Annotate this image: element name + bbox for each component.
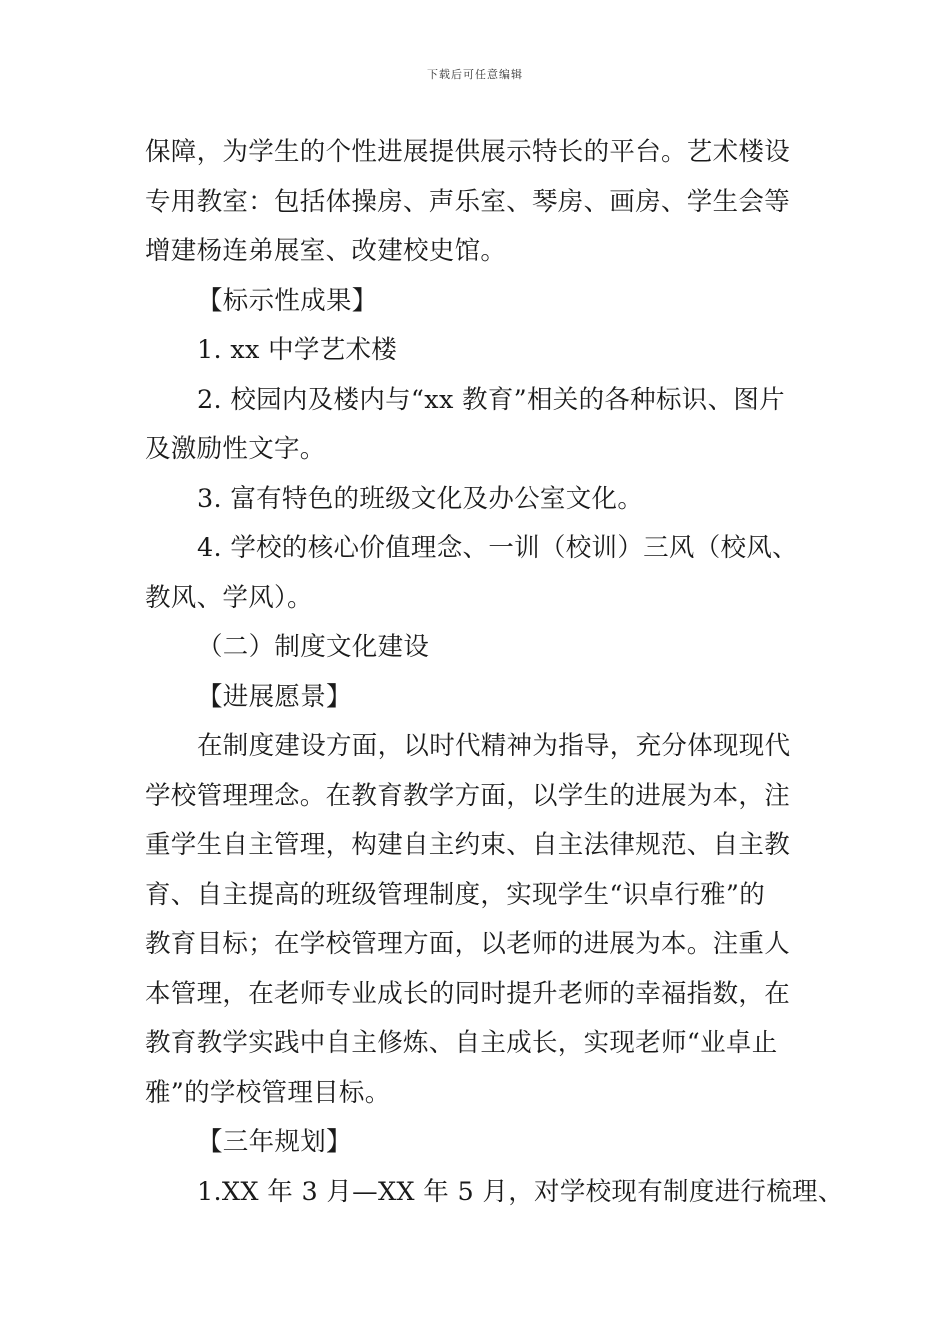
text-line: 教风、学风）。: [145, 582, 313, 613]
list-item: 3. 富有特色的班级文化及办公室文化。: [197, 483, 644, 514]
paragraph-line: 雅”的学校管理目标。: [145, 1077, 391, 1108]
text-line: 保障，为学生的个性进展提供展示特长的平台。艺术楼设: [145, 137, 791, 167]
text-line: 专用教室：包括体操房、声乐室、琴房、画房、学生会等: [145, 186, 791, 217]
section-heading: 【进展愿景】: [197, 681, 352, 712]
paragraph-line: 重学生自主管理，构建自主约束、自主法律规范、自主教: [145, 830, 791, 860]
list-item: 1. xx 中学艺术楼: [197, 335, 398, 365]
section-heading: 【三年规划】: [197, 1127, 352, 1157]
paragraph-line: 育、自主提高的班级管理制度，实现学生“识卓行雅”的: [145, 879, 766, 910]
subsection-title: （二）制度文化建设: [197, 632, 430, 662]
document-body: [145, 128, 844, 1217]
paragraph-line: 在制度建设方面，以时代精神为指导，充分体现现代: [197, 731, 791, 761]
page-header: 下载后可任意编辑: [427, 68, 523, 81]
list-item: 4. 学校的核心价值理念、一训（校训）三风（校风、: [197, 533, 798, 563]
paragraph-line: 教育教学实践中自主修炼、自主成长，实现老师“业卓止: [145, 1028, 778, 1058]
paragraph-line: 本管理，在老师专业成长的同时提升老师的幸福指数，在: [145, 978, 791, 1009]
text-line: 增建杨连弟展室、改建校史馆。: [145, 236, 507, 266]
list-item: 1.XX 年 3 月—XX 年 5 月，对学校现有制度进行梳理、: [197, 1176, 844, 1207]
paragraph-line: 学校管理理念。在教育教学方面，以学生的进展为本，注: [145, 780, 791, 811]
paragraph-line: 教育目标；在学校管理方面，以老师的进展为本。注重人: [145, 929, 791, 959]
text-line: 及激励性文字。: [145, 434, 326, 464]
section-heading: 【标示性成果】: [197, 285, 378, 316]
list-item: 2. 校园内及楼内与“xx 教育”相关的各种标识、图片: [197, 384, 785, 415]
